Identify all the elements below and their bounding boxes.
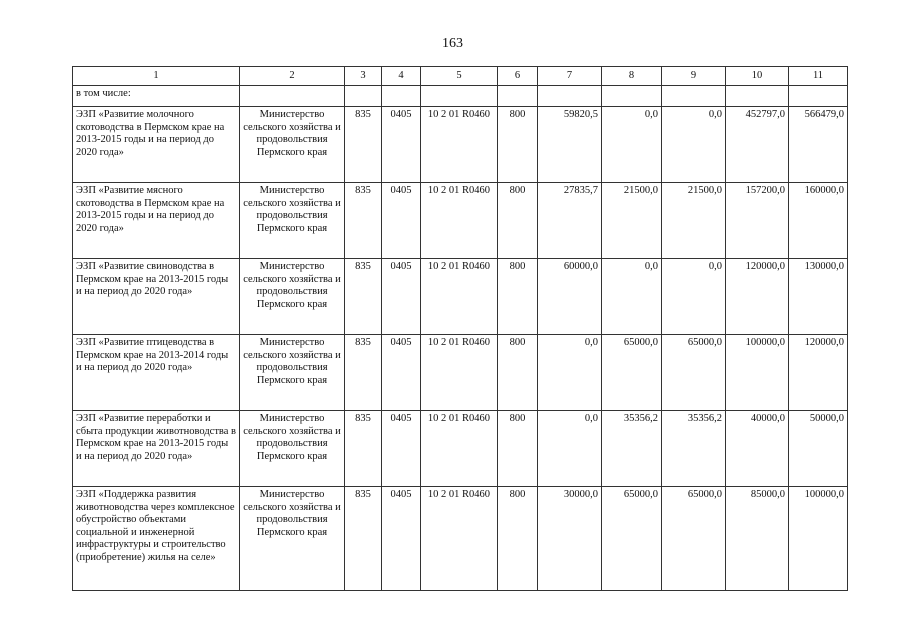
column-header-10: 10	[726, 67, 789, 86]
ministry-cell: Министерство сельского хозяйства и продовольствия Пермского края	[240, 487, 345, 591]
amount-11-cell: 50000,0	[789, 411, 848, 487]
amount-11-cell: 160000,0	[789, 183, 848, 259]
amount-10-cell: 120000,0	[726, 259, 789, 335]
code-6-cell: 800	[498, 411, 538, 487]
column-header-1: 1	[73, 67, 240, 86]
code-4-cell: 0405	[382, 183, 421, 259]
code-5-cell: 10 2 01 R0460	[421, 183, 498, 259]
ministry-cell: Министерство сельского хозяйства и продовольствия Пермского края	[240, 183, 345, 259]
amount-8-cell: 35356,2	[602, 411, 662, 487]
code-4-cell: 0405	[382, 487, 421, 591]
column-header-7: 7	[538, 67, 602, 86]
empty-cell	[345, 86, 382, 107]
ministry-cell: Министерство сельского хозяйства и продовольствия Пермского края	[240, 411, 345, 487]
amount-9-cell: 35356,2	[662, 411, 726, 487]
code-4-cell: 0405	[382, 107, 421, 183]
empty-cell	[240, 86, 345, 107]
amount-11-cell: 100000,0	[789, 487, 848, 591]
amount-10-cell: 100000,0	[726, 335, 789, 411]
empty-cell	[662, 86, 726, 107]
code-3-cell: 835	[345, 107, 382, 183]
ministry-cell: Министерство сельского хозяйства и продовольствия Пермского края	[240, 259, 345, 335]
amount-10-cell: 157200,0	[726, 183, 789, 259]
program-name-cell: ЭЗП «Развитие свиноводства в Пермском крае на 2013-2015 годы и на период до 2020 года»	[73, 259, 240, 335]
code-3-cell: 835	[345, 487, 382, 591]
amount-9-cell: 0,0	[662, 107, 726, 183]
ministry-cell: Министерство сельского хозяйства и продовольствия Пермского края	[240, 335, 345, 411]
amount-9-cell: 21500,0	[662, 183, 726, 259]
empty-cell	[538, 86, 602, 107]
column-header-6: 6	[498, 67, 538, 86]
amount-9-cell: 65000,0	[662, 335, 726, 411]
code-5-cell: 10 2 01 R0460	[421, 335, 498, 411]
column-number-row	[73, 67, 848, 86]
empty-cell	[382, 86, 421, 107]
table-row	[73, 259, 848, 335]
amount-10-cell: 452797,0	[726, 107, 789, 183]
empty-cell	[421, 86, 498, 107]
table-row	[73, 183, 848, 259]
column-header-5: 5	[421, 67, 498, 86]
column-header-3: 3	[345, 67, 382, 86]
amount-8-cell: 0,0	[602, 259, 662, 335]
amount-10-cell: 40000,0	[726, 411, 789, 487]
amount-7-cell: 60000,0	[538, 259, 602, 335]
column-header-9: 9	[662, 67, 726, 86]
program-name-cell: ЭЗП «Развитие мясного скотоводства в Пермском крае на 2013-2015 годы и на период до 2020 года»	[73, 183, 240, 259]
code-3-cell: 835	[345, 335, 382, 411]
amount-8-cell: 65000,0	[602, 487, 662, 591]
code-3-cell: 835	[345, 183, 382, 259]
code-3-cell: 835	[345, 259, 382, 335]
ministry-cell: Министерство сельского хозяйства и продовольствия Пермского края	[240, 107, 345, 183]
amount-7-cell: 0,0	[538, 411, 602, 487]
column-header-8: 8	[602, 67, 662, 86]
program-name-cell: ЭЗП «Поддержка развития животноводства через комплексное обустройство объектами социальной и инженерной инфраструктуры и строительство (приобретение) жилья на селе»	[73, 487, 240, 591]
amount-9-cell: 0,0	[662, 259, 726, 335]
amount-11-cell: 120000,0	[789, 335, 848, 411]
column-header-4: 4	[382, 67, 421, 86]
empty-cell	[789, 86, 848, 107]
table-row	[73, 411, 848, 487]
code-5-cell: 10 2 01 R0460	[421, 411, 498, 487]
program-name-cell: ЭЗП «Развитие переработки и сбыта продукции животноводства в Пермском крае на 2013-2015 годы и на период до 2020 года»	[73, 411, 240, 487]
code-6-cell: 800	[498, 259, 538, 335]
amount-7-cell: 59820,5	[538, 107, 602, 183]
table-row	[73, 107, 848, 183]
program-name-cell: ЭЗП «Развитие птицеводства в Пермском крае на 2013-2014 годы и на период до 2020 года»	[73, 335, 240, 411]
subheader-label: в том числе:	[73, 86, 240, 107]
amount-11-cell: 566479,0	[789, 107, 848, 183]
amount-8-cell: 21500,0	[602, 183, 662, 259]
column-header-11: 11	[789, 67, 848, 86]
code-4-cell: 0405	[382, 411, 421, 487]
empty-cell	[498, 86, 538, 107]
table-row	[73, 335, 848, 411]
amount-8-cell: 0,0	[602, 107, 662, 183]
program-name-cell: ЭЗП «Развитие молочного скотоводства в Пермском крае на 2013-2015 годы и на период до 2020 года»	[73, 107, 240, 183]
code-6-cell: 800	[498, 183, 538, 259]
code-4-cell: 0405	[382, 335, 421, 411]
empty-cell	[726, 86, 789, 107]
amount-11-cell: 130000,0	[789, 259, 848, 335]
code-6-cell: 800	[498, 487, 538, 591]
amount-9-cell: 65000,0	[662, 487, 726, 591]
code-6-cell: 800	[498, 107, 538, 183]
empty-cell	[602, 86, 662, 107]
code-5-cell: 10 2 01 R0460	[421, 107, 498, 183]
amount-7-cell: 0,0	[538, 335, 602, 411]
amount-10-cell: 85000,0	[726, 487, 789, 591]
code-5-cell: 10 2 01 R0460	[421, 259, 498, 335]
code-5-cell: 10 2 01 R0460	[421, 487, 498, 591]
page-number: 163	[442, 36, 463, 51]
column-header-2: 2	[240, 67, 345, 86]
code-6-cell: 800	[498, 335, 538, 411]
code-3-cell: 835	[345, 411, 382, 487]
table-row	[73, 487, 848, 591]
amount-8-cell: 65000,0	[602, 335, 662, 411]
code-4-cell: 0405	[382, 259, 421, 335]
subheader-row	[73, 86, 848, 107]
amount-7-cell: 27835,7	[538, 183, 602, 259]
amount-7-cell: 30000,0	[538, 487, 602, 591]
budget-table	[72, 66, 848, 591]
